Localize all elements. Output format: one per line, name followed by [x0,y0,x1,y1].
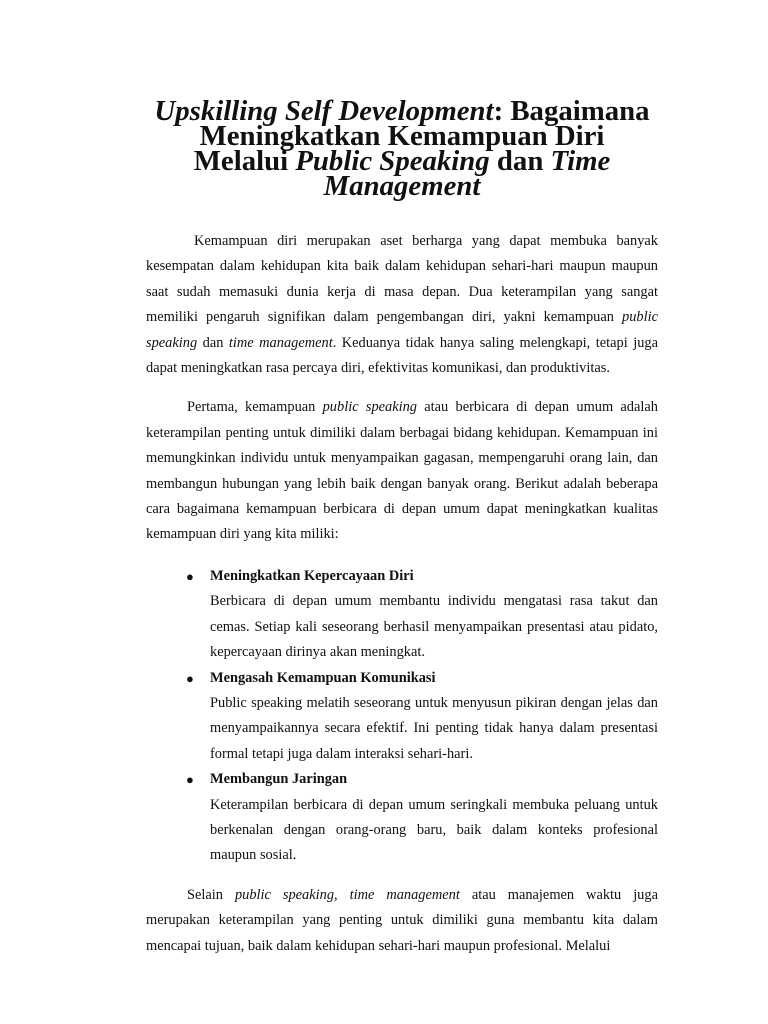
p1-italic-1: public speaking [146,309,658,351]
list-item-body: Keterampilan berbicara di depan umum seringkali membuka peluang untuk berkenalan dengan orang-orang baru, baik dalam konteks profesional maupun sosial. [210,796,658,864]
paragraph-public-speaking [146,395,658,547]
p1-text-1: Kemampuan diri merupakan aset berharga yang dapat membuka banyak kesempatan dalam kehidupan kita baik dalam kehidupan sehari-hari maupun maupun saat sudah memasuki dunia kerja di masa depan. Dua keterampilan yang sangat memiliki pengaruh signifikan dalam pengembangan diri, yakni kemampuan [146,233,658,326]
title-italic-time-management: Time Management [323,145,611,202]
title-italic-upskilling: Upskilling Self Development [154,95,494,127]
list-item [186,564,658,666]
p3-text-2: , [334,886,350,903]
benefits-list [146,564,658,869]
list-item [186,767,658,869]
list-item-body: Public speaking melatih seseorang untuk menyusun pikiran dengan jelas dan menyampaikannya secara efektif. Ini penting tidak hanya dalam presentasi formal tetapi juga dalam interaksi sehari-hari. [210,694,658,762]
title-text-2: Melalui [193,145,296,177]
title-text-3: dan [489,145,551,177]
p3-italic-2: time management [349,886,460,903]
p3-text-3: atau manajemen waktu juga merupakan keterampilan yang penting untuk dimiliki guna membantu kita dalam mencapai tujuan, baik dalam kehidupan sehari-hari maupun profesional. Melalui [146,886,658,954]
title-text-1: : Bagaimana Meningkatkan Kemampuan Diri [199,95,650,152]
p1-text-2: dan [197,334,229,351]
list-item-body: Berbicara di depan umum membantu individu mengatasi rasa takut dan cemas. Setiap kali seseorang berhasil menyampaikan presentasi atau pidato, kepercayaan dirinya akan meningkat. [210,593,658,661]
p3-text-1: Selain [187,886,235,903]
bullet-icon: ● [186,670,194,686]
p2-text-2: atau berbicara di depan umum adalah keterampilan penting untuk dimiliki dalam berbagai bidang kehidupan. Kemampuan ini memungkinkan individu untuk menyampaikan gagasan, mempengaruhi orang lain, dan membangun hubungan yang lebih baik dengan banyak orang. Berikut adalah beberapa cara bagaimana kemampuan berbicara di depan umum dapat meningkatkan kualitas kemampuan diri yang kita miliki: [146,399,658,543]
bullet-icon: ● [186,568,194,584]
list-item-heading: Mengasah Kemampuan Komunikasi [210,669,436,686]
title-line-1 [146,95,658,152]
p2-italic-1: public speaking [322,399,417,416]
paragraph-intro [146,229,658,381]
p1-italic-2: time management [228,334,333,351]
bullet-icon: ● [186,772,194,788]
p1-text-3: . Keduanya tidak hanya saling melengkapi, tetapi juga dapat meningkatkan rasa percaya diri, efektivitas komunikasi, dan produktivitas. [146,334,658,377]
paragraph-time-management [146,883,658,959]
document-title [146,95,658,202]
title-line-2 [146,145,658,202]
p2-text-1: Pertama, kemampuan [187,399,323,416]
p3-italic-1: public speaking [234,886,335,903]
list-item-heading: Membangun Jaringan [210,771,348,788]
list-item-heading: Meningkatkan Kepercayaan Diri [210,567,414,584]
list-item [186,666,658,768]
title-italic-public-speaking: Public Speaking [295,145,490,177]
